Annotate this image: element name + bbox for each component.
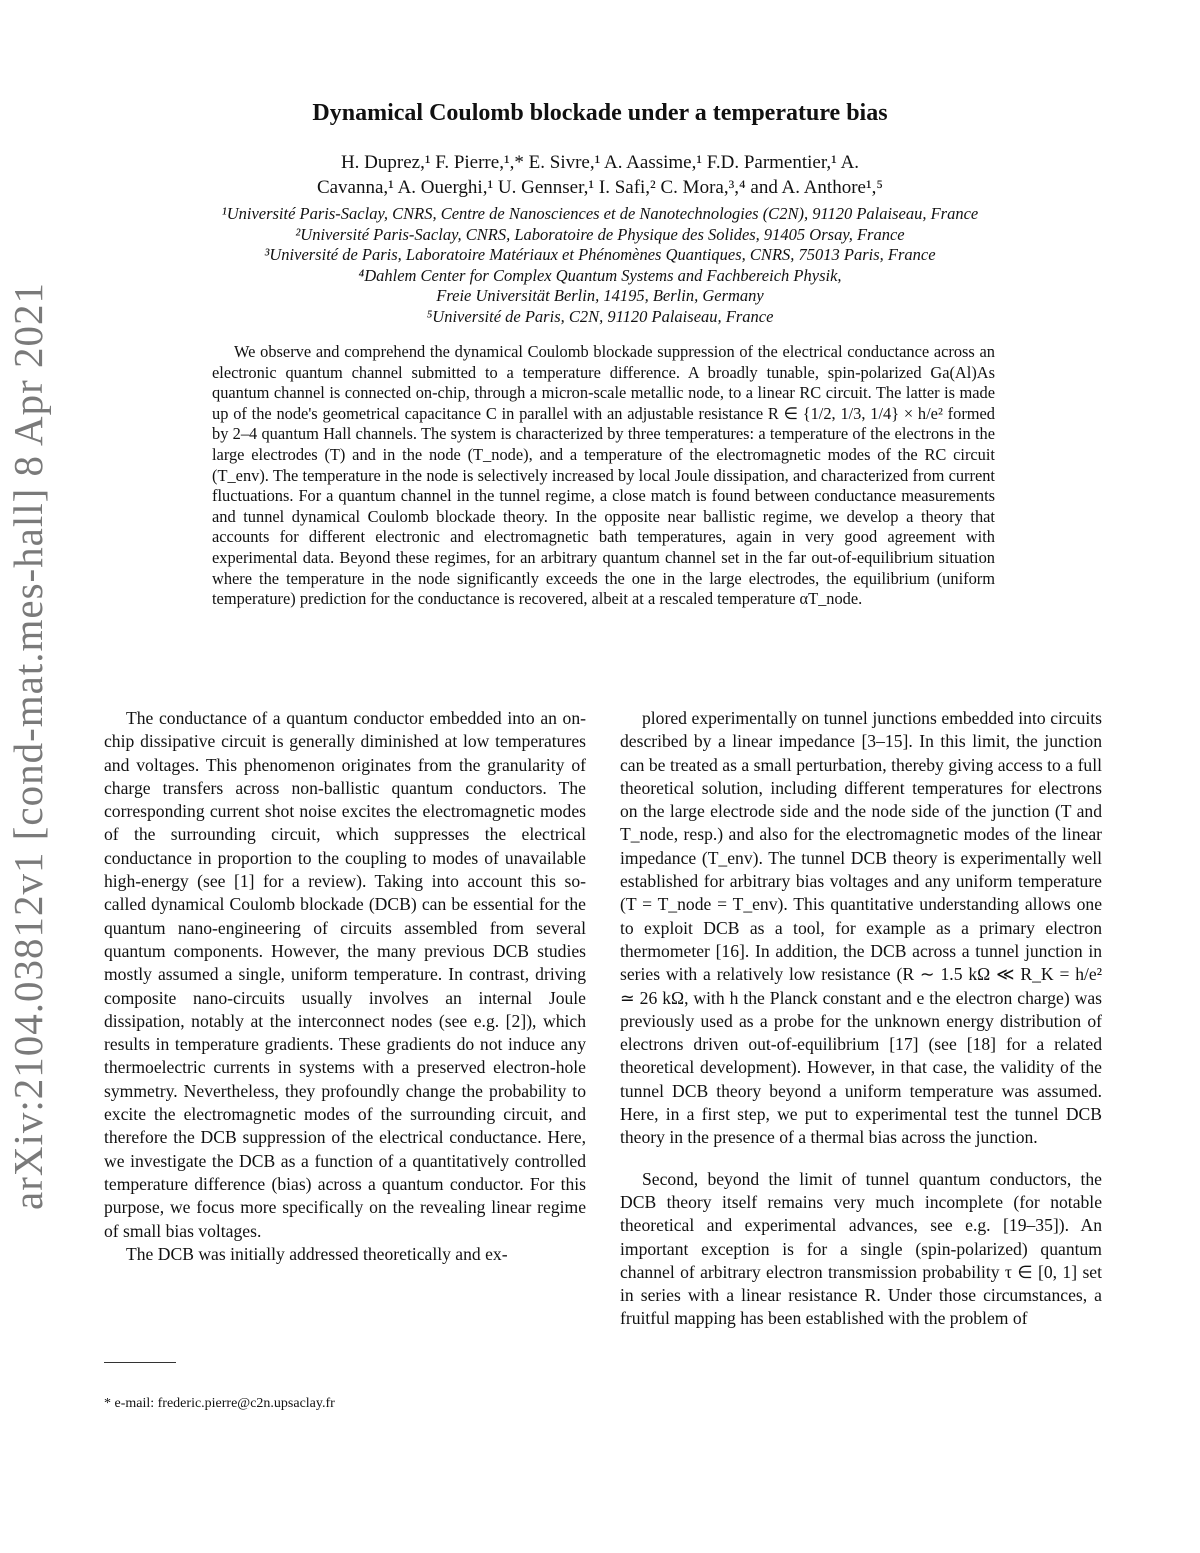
- affiliation-2: ²Université Paris-Saclay, CNRS, Laboratoire de Physique des Solides, 91405 Orsay, France: [295, 224, 905, 244]
- affiliation-5: ⁵Université de Paris, C2N, 91120 Palaiseau, France: [426, 306, 774, 326]
- abstract: We observe and comprehend the dynamical Coulomb blockade suppression of the electrical conductance across an electronic quantum channel submitted to a temperature difference. A broadly tunable, spin-polarized Ga(Al)As quantum channel is connected on-chip, through a micron-scale metallic node, to a linear RC circuit. The latter is made up of the node's geometrical capacitance C in parallel with an adjustable resistance R ∈ {1/2, 1/3, 1/4} × h/e² formed by 2–4 quantum Hall channels. The system is characterized by three temperatures: a temperature of the electrons in the large electrodes (T) and in the node (T_node), and a temperature of the electromagnetic modes of the RC circuit (T_env). The temperature in the node is selectively increased by local Joule dissipation, and characterized from current fluctuations. For a quantum channel in the tunnel regime, a close match is found between conductance measurements and tunnel dynamical Coulomb blockade theory. In the opposite near ballistic regime, we develop a theory that accounts for different electronic and electromagnetic bath temperatures, again in very good agreement with experimental data. Beyond these regimes, for an arbitrary quantum channel set in the far out-of-equilibrium situation where the temperature in the node significantly exceeds the one in the large electrodes, the equilibrium (uniform temperature) prediction for the conductance is recovered, albeit at a rescaled temperature αT_node.: [212, 342, 995, 609]
- author-line-2: Cavanna,¹ A. Ouerghi,¹ U. Gennser,¹ I. Safi,² C. Mora,³,⁴ and A. Anthore¹,⁵: [316, 177, 884, 198]
- affiliation-4-cont: Freie Universität Berlin, 14195, Berlin, Germany: [436, 286, 764, 305]
- affiliations: [100, 204, 1100, 327]
- affiliation-3: ³Université de Paris, Laboratoire Matériaux et Phénomènes Quantiques, CNRS, 75013 Paris, France: [264, 245, 936, 264]
- affiliation-4: ⁴Dahlem Center for Complex Quantum Systems and Fachbereich Physik,: [358, 265, 842, 285]
- body-paragraph: The DCB was initially addressed theoretically and ex-: [126, 1243, 508, 1264]
- footnote-divider: [104, 1362, 176, 1363]
- author-line-1: H. Duprez,¹ F. Pierre,¹,* E. Sivre,¹ A. Aassime,¹ F.D. Parmentier,¹ A.: [340, 152, 860, 173]
- affiliation-1: ¹Université Paris-Saclay, CNRS, Centre de Nanosciences et de Nanotechnologies (C2N), 91120 Palaiseau, France: [221, 204, 979, 223]
- author-list: [150, 150, 1050, 200]
- paper-title: Dynamical Coulomb blockade under a temperature bias: [312, 100, 888, 126]
- body-column-left: [104, 707, 586, 1266]
- body-paragraph: The conductance of a quantum conductor embedded into an on-chip dissipative circuit is generally diminished at low temperatures and voltages. This phenomenon originates from the granularity of charge transfers across non-ballistic quantum conductors. The corresponding current shot noise excites the electromagnetic modes of the surrounding circuit, which suppresses the electrical conductance in proportion to the coupling to modes of unavailable high-energy (see [1] for a review). Taking into account this so-called dynamical Coulomb blockade (DCB) can be essential for the quantum nano-engineering of circuits assembled from several quantum components. However, the many previous DCB studies mostly assumed a single, uniform temperature. In contrast, driving composite nano-circuits usually involves an internal Joule dissipation, notably at the interconnect nodes (see e.g. [2]), which results in temperature gradients. These gradients do not induce any thermoelectric currents in systems with a preserved electron-hole symmetry. Nevertheless, they profoundly change the probability to excite the electromagnetic modes of the surrounding circuit, and therefore the DCB suppression of the electrical conductance. Here, we investigate the DCB as a function of a quantitatively controlled temperature difference (bias) across a quantum conductor. For this purpose, we focus more specifically on the revealing linear regime of small bias voltages.: [104, 708, 586, 1241]
- body-paragraph: plored experimentally on tunnel junctions embedded into circuits described by a linear impedance [3–15]. In this limit, the junction can be treated as a small perturbation, thereby giving access to a full theoretical solution, including different temperatures for electrons on the large electrode side and the node side of the junction (T and T_node, resp.) and also for the electromagnetic modes of the linear impedance (T_env). The tunnel DCB theory is experimentally well established for arbitrary bias voltages and any uniform temperature (T = T_node = T_env). This quantitative understanding allows one to exploit DCB as a tool, for example as a primary electron thermometer [16]. In addition, the DCB across a tunnel junction in series with a relatively low resistance (R ∼ 1.5 kΩ ≪ R_K = h/e² ≃ 26 kΩ, with h the Planck constant and e the electron charge) was previously used as a probe for the unknown energy distribution of electrons driven out-of-equilibrium [17] (see [18] for a related theoretical development). However, in that case, the validity of the tunnel DCB theory beyond a uniform temperature was assumed. Here, in a first step, we put to experimental test the tunnel DCB theory in the presence of a thermal bias across the junction.: [620, 708, 1102, 1148]
- footnote-email: * e-mail: frederic.pierre@c2n.upsaclay.fr: [104, 1396, 335, 1411]
- arxiv-identifier: arXiv:2104.03812v1 [cond-mat.mes-hall] 8 Apr 2021: [5, 281, 51, 1210]
- body-column-right: [620, 707, 1102, 1331]
- body-paragraph: Second, beyond the limit of tunnel quantum conductors, the DCB theory itself remains very much incomplete (for notable theoretical and experimental advances, see e.g. [19–35]). An important exception is for a single (spin-polarized) quantum channel of arbitrary electron transmission probability τ ∈ [0, 1] set in series with a linear resistance R. Under those circumstances, a fruitful mapping has been established with the problem of: [620, 1168, 1102, 1329]
